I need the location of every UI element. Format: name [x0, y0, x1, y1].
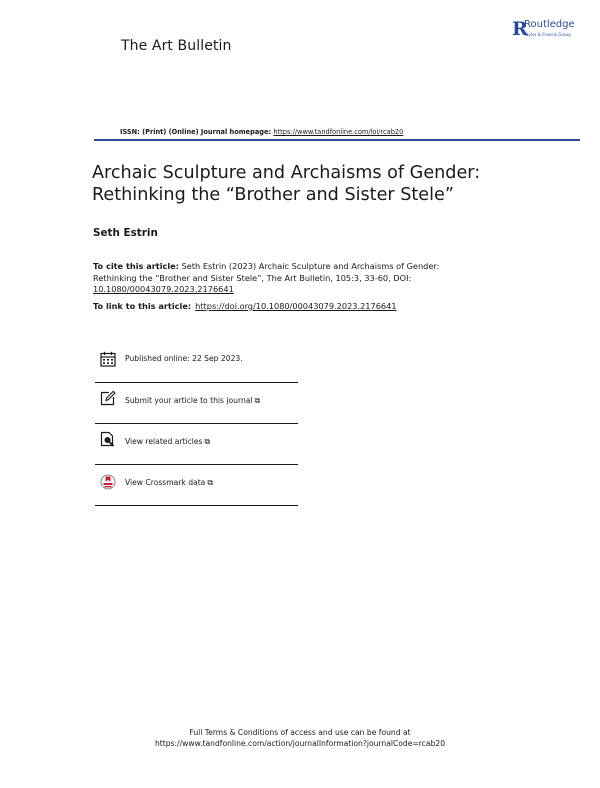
publisher-tagline: Taylor & Francis Group — [524, 32, 572, 37]
edit-icon — [100, 390, 116, 406]
external-link-icon: ⧉ — [207, 478, 214, 487]
citation-text: Seth Estrin (2023) Archaic Sculpture and Archaisms of Gender: Rethinking the “Brother and Sister Stele”, The Art Bulletin, 105:3, 33-60, DOI: — [93, 261, 440, 283]
crossmark-icon — [100, 474, 116, 490]
article-doi-link[interactable]: https://doi.org/10.1080/00043079.2023.2176641 — [195, 301, 397, 311]
external-link-icon: ⧉ — [254, 396, 261, 405]
routledge-logo-icon: R — [512, 18, 528, 40]
citation-label: To cite this article: — [93, 261, 179, 271]
external-link-icon: ⧉ — [204, 437, 211, 446]
view-related-articles-link[interactable]: View related articles ⧉ — [125, 437, 211, 446]
author-name: Seth Estrin — [93, 227, 158, 239]
article-title — [92, 162, 562, 206]
calendar-icon — [100, 351, 116, 367]
footer-terms-text: Full Terms & Conditions of access and use can be found at — [189, 728, 411, 737]
journal-name: The Art Bulletin — [121, 38, 232, 54]
citation-block — [93, 261, 473, 296]
crossmark-row[interactable] — [95, 465, 298, 506]
link-label: To link to this article: — [93, 301, 192, 311]
publisher-logo — [512, 18, 592, 44]
published-online-row — [95, 342, 298, 383]
citation-doi-link[interactable]: 10.1080/00043079.2023.2176641 — [93, 284, 234, 294]
issn-line — [120, 128, 403, 136]
published-online-text: Published online: 22 Sep 2023. — [125, 354, 243, 363]
related-articles-row[interactable] — [95, 424, 298, 465]
header-divider — [94, 139, 580, 141]
view-crossmark-link[interactable]: View Crossmark data ⧉ — [125, 478, 214, 487]
article-link-block — [93, 301, 397, 311]
related-articles-icon — [100, 431, 116, 447]
submit-article-row[interactable] — [95, 383, 298, 424]
article-title-line-2: Rethinking the “Brother and Sister Stele” — [92, 185, 454, 205]
journal-homepage-link[interactable]: https://www.tandfonline.com/loi/rcab20 — [273, 128, 404, 136]
article-title-line-1: Archaic Sculpture and Archaisms of Gender: — [92, 163, 481, 183]
footer-terms-link[interactable]: https://www.tandfonline.com/action/journalInformation?journalCode=rcab20 — [154, 739, 446, 748]
publisher-name: Routledge — [524, 19, 575, 30]
footer — [0, 727, 600, 749]
submit-article-link[interactable]: Submit your article to this journal ⧉ — [125, 396, 261, 405]
issn-prefix: ISSN: (Print) (Online) Journal homepage: — [120, 128, 274, 136]
